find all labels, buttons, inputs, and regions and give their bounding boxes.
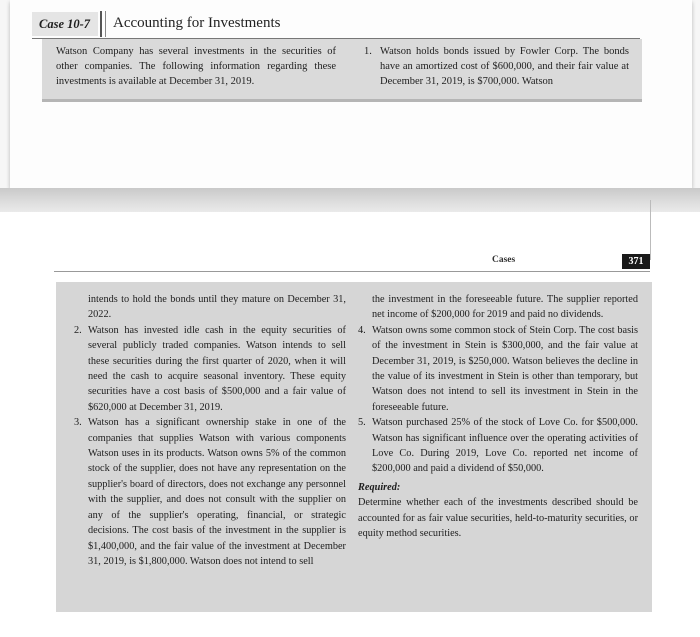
case-title: Accounting for Investments xyxy=(113,15,281,31)
left-column xyxy=(74,292,346,569)
page-number: 371 xyxy=(622,254,650,269)
required-label: Required: xyxy=(358,481,401,493)
page-upper xyxy=(10,0,692,188)
case-number-label: Case 10-7 xyxy=(32,12,98,36)
case-box xyxy=(42,39,642,102)
margin-line xyxy=(650,200,651,260)
item-number: 2. xyxy=(74,324,82,336)
right-column xyxy=(358,292,638,542)
case-intro: Watson Company has several investments in the securities of other companies. The following information regarding these investments is available at December 31, 2019. xyxy=(56,46,336,87)
item-text: Watson has invested idle cash in the equity securities of several publicly traded companies. Watson intends to sell these securities during the first quarter of 2020, when it will need the cash to acquire seasonal inventory. These equity securities have a cost basis of $500,000 and a fair value of $620,000 at December 31, 2019. xyxy=(88,324,346,413)
list-item xyxy=(74,415,346,569)
running-head-text: Cases xyxy=(492,255,516,265)
item-text: Watson has a significant ownership stake in one of the companies that supplies Watson with various components Watson uses in its products. Watson owns 5% of the common stock of the supplier, does not have any representation on the supplier's board of directors, does not exchange any personnel with the supplier, and does not consult with the supplier on any of the supplier's operating, financial, or strategic decisions. The cost basis of the investment in the supplier is $1,400,000, and the fair value of the investment at December 31, 2019, is $1,800,000. Watson does not intend to sell xyxy=(88,417,346,567)
divider xyxy=(105,11,106,37)
running-header xyxy=(54,255,650,272)
list-item xyxy=(74,323,346,415)
item-number: 3. xyxy=(74,417,82,429)
item-text: Watson holds bonds issued by Fowler Corp. The bonds have an amortized cost of $600,000, and their fair value at December 31, 2019, is $700,000. Watson xyxy=(380,46,629,87)
divider xyxy=(100,11,102,37)
continued-text: the investment in the foreseeable future. The supplier reported net income of $200,000 for 2019 and paid no dividends. xyxy=(372,294,638,321)
page-gap xyxy=(0,188,700,212)
list-item xyxy=(358,323,638,415)
item-text: Watson owns some common stock of Stein Corp. The cost basis of the investment in Stein is $300,000, and the fair value at December 31, 2019, is $250,000. Watson believes the decline in the value of its investment in Stein is other than temporary, but Watson does not intend to sell its investment in Stein in the foreseeable future. xyxy=(372,324,638,413)
item-number: 1. xyxy=(364,46,372,57)
item-number: 4. xyxy=(358,324,366,336)
list-item xyxy=(364,44,629,89)
case-continued-box xyxy=(56,282,652,612)
required-text: Determine whether each of the investments described should be accounted for as fair value securities, held-to-maturity securities, or equity method securities. xyxy=(358,497,638,540)
item-number: 5. xyxy=(358,417,366,429)
item-text: Watson purchased 25% of the stock of Love Co. for $500,000. Watson has significant influence over the operating activities of Love Co. During 2019, Love Co. reported net income of $200,000 and paid a dividend of $50,000. xyxy=(372,417,638,475)
case-header xyxy=(32,8,640,38)
continued-text: intends to hold the bonds until they mature on December 31, 2022. xyxy=(88,294,346,321)
list-item xyxy=(358,415,638,477)
